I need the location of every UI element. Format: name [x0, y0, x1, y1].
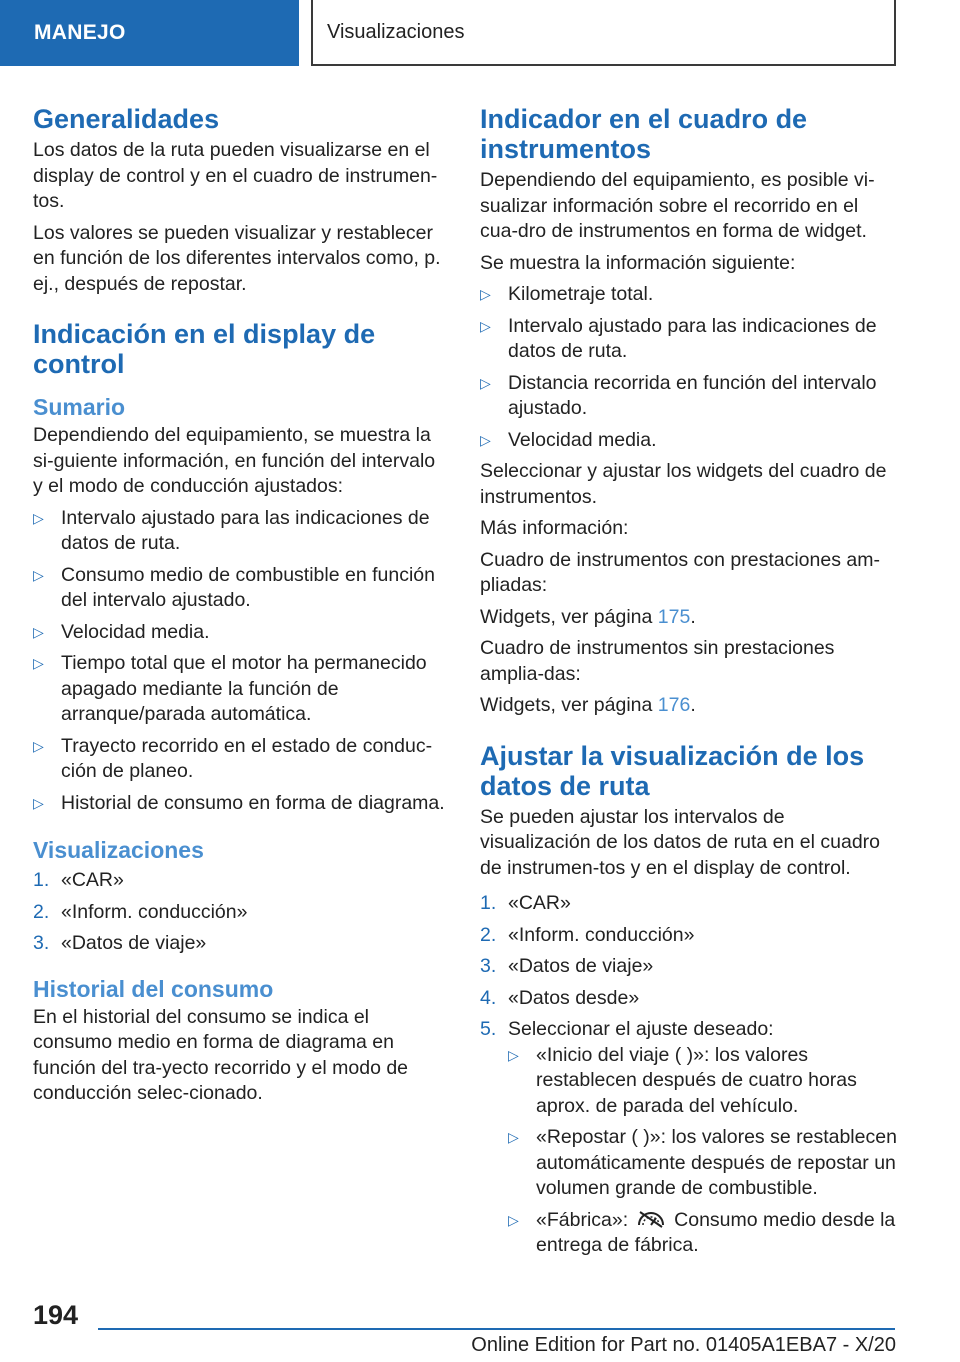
page-link-175[interactable]: 175 [657, 605, 691, 628]
list-item: ▷ Velocidad media. [33, 620, 448, 646]
step-item: 1. «CAR» [480, 892, 571, 914]
list-item: ▷ Intervalo ajustado para las indicaciones de datos de ruta. [480, 314, 877, 362]
visualizaciones-steps [33, 868, 448, 957]
paragraph: Dependiendo del equipamiento, se muestra la si‐guiente información, en función del intervalo y el modo de conducción ajustados: [33, 424, 436, 497]
footer-divider [98, 1328, 895, 1330]
list-item: ▷ Tiempo total que el motor ha permanecido apagado mediante la función de arranque/parada automática. [33, 652, 427, 725]
footer-edition: Online Edition for Part no. 01405A1EBA7 - X/20 [471, 1334, 896, 1356]
paragraph: Los valores se pueden visualizar y restablecer en función de los diferentes intervalos como, p. ej., después de repostar. [33, 221, 441, 295]
heading-visualizaciones: Visualizaciones [33, 837, 204, 863]
triangle-bullet-icon: ▷ [480, 317, 491, 334]
list-item: ▷ Consumo medio de combustible en función del intervalo ajustado. [33, 563, 435, 611]
paragraph: Se muestra la información siguiente: [480, 251, 796, 274]
heading-historial: Historial del consumo [33, 975, 274, 1002]
step-item: 2. «Inform. conducción» [480, 923, 695, 946]
heading-indicacion: Indicación en el display de control [33, 319, 376, 379]
paragraph: Cuadro de instrumentos con prestaciones am‐pliadas: [480, 548, 880, 596]
paragraph: En el historial del consumo se indica el consumo medio en forma de diagrama en función del tra‐yecto recorrido y el modo de conducción selec‐cionado. [33, 1005, 409, 1104]
triangle-bullet-icon: ▷ [508, 1129, 519, 1145]
list-item: ▷ Distancia recorrida en función del intervalo ajustado. [480, 371, 877, 419]
step-item: 3. «Datos de viaje» [480, 955, 654, 977]
page-link-176[interactable]: 176 [657, 694, 691, 716]
chapter-tab: MANEJO [0, 0, 299, 66]
section-title: Visualizaciones [311, 0, 896, 66]
triangle-bullet-icon: ▷ [508, 1211, 519, 1228]
paragraph: Se pueden ajustar los intervalos de visualización de los datos de ruta en el cuadro de instrumen‐tos y en el display de control. [480, 805, 880, 879]
page-number: 194 [33, 1300, 79, 1330]
triangle-bullet-icon: ▷ [33, 655, 44, 671]
factory-consumption-icon [636, 1209, 666, 1229]
paragraph: Dependiendo del equipamiento, es posible vi‐sualizar información sobre el recorrido en el cua‐dro de instrumentos en forma de widget. [480, 169, 875, 242]
paragraph: Widgets, ver página 176. [480, 694, 696, 716]
list-item: ▷ «Inicio del viaje ( )»: los valores restablecen después de cuatro horas aprox. de parada del vehículo. [508, 1043, 857, 1117]
list-item: ▷ Historial de consumo en forma de diagrama. [33, 791, 448, 817]
ajustar-sub-list [508, 1043, 898, 1259]
sumario-list [33, 506, 448, 817]
indicador-list [480, 282, 898, 453]
step-item: 5. Seleccionar el ajuste deseado: ▷ «Inicio del viaje ( )»: los valores restablecen después de cuatro horas aprox. de parada del vehículo. ▷ «Repostar ( )»: los valores se restablecen automáticamente después de repostar un volumen grande de combustible. ▷ «Fábrica»: Consumo medio desde la entrega de fábrica. [480, 1017, 898, 1259]
paragraph: Seleccionar y ajustar los widgets del cuadro de instrumentos. [480, 460, 887, 508]
triangle-bullet-icon: ▷ [480, 374, 491, 391]
paragraph: Los datos de la ruta pueden visualizarse en el display de control y en el cuadro de instrumen‐tos. [33, 139, 438, 212]
step-item: 1. «CAR» [33, 869, 124, 891]
heading-sumario: Sumario [33, 394, 126, 420]
step-item: 3. «Datos de viaje» [33, 932, 207, 954]
list-item: ▷ Kilometraje total. [480, 282, 898, 308]
triangle-bullet-icon: ▷ [33, 566, 44, 583]
ajustar-steps [480, 891, 898, 1259]
paragraph: Más información: [480, 517, 629, 539]
heading-generalidades: Generalidades [33, 104, 220, 134]
triangle-bullet-icon: ▷ [480, 286, 491, 302]
list-item: ▷ «Repostar ( )»: los valores se restablecen automáticamente después de repostar un volumen grande de combustible. [508, 1126, 897, 1199]
step-item: 2. «Inform. conducción» [33, 900, 248, 923]
triangle-bullet-icon: ▷ [480, 431, 491, 448]
list-item: ▷ Intervalo ajustado para las indicaciones de datos de ruta. [33, 506, 430, 554]
heading-ajustar: Ajustar la visualización de los datos de ruta [480, 740, 865, 801]
right-column [480, 104, 898, 1265]
triangle-bullet-icon: ▷ [33, 737, 44, 754]
paragraph: Cuadro de instrumentos sin prestaciones amplia‐das: [480, 637, 835, 685]
step-item: 4. «Datos desde» [480, 986, 640, 1009]
left-column [33, 104, 448, 1107]
triangle-bullet-icon: ▷ [33, 794, 44, 811]
heading-indicador: Indicador en el cuadro de instrumentos [480, 104, 808, 164]
triangle-bullet-icon: ▷ [33, 623, 44, 640]
paragraph: Widgets, ver página 175. [480, 605, 696, 628]
list-item: ▷ Trayecto recorrido en el estado de conduc‐ción de planeo. [33, 734, 433, 782]
triangle-bullet-icon: ▷ [33, 509, 44, 526]
list-item: ▷ Velocidad media. [480, 428, 898, 454]
list-item: ▷ «Fábrica»: Consumo medio desde la entrega de fábrica. [508, 1208, 896, 1256]
triangle-bullet-icon: ▷ [508, 1046, 519, 1063]
